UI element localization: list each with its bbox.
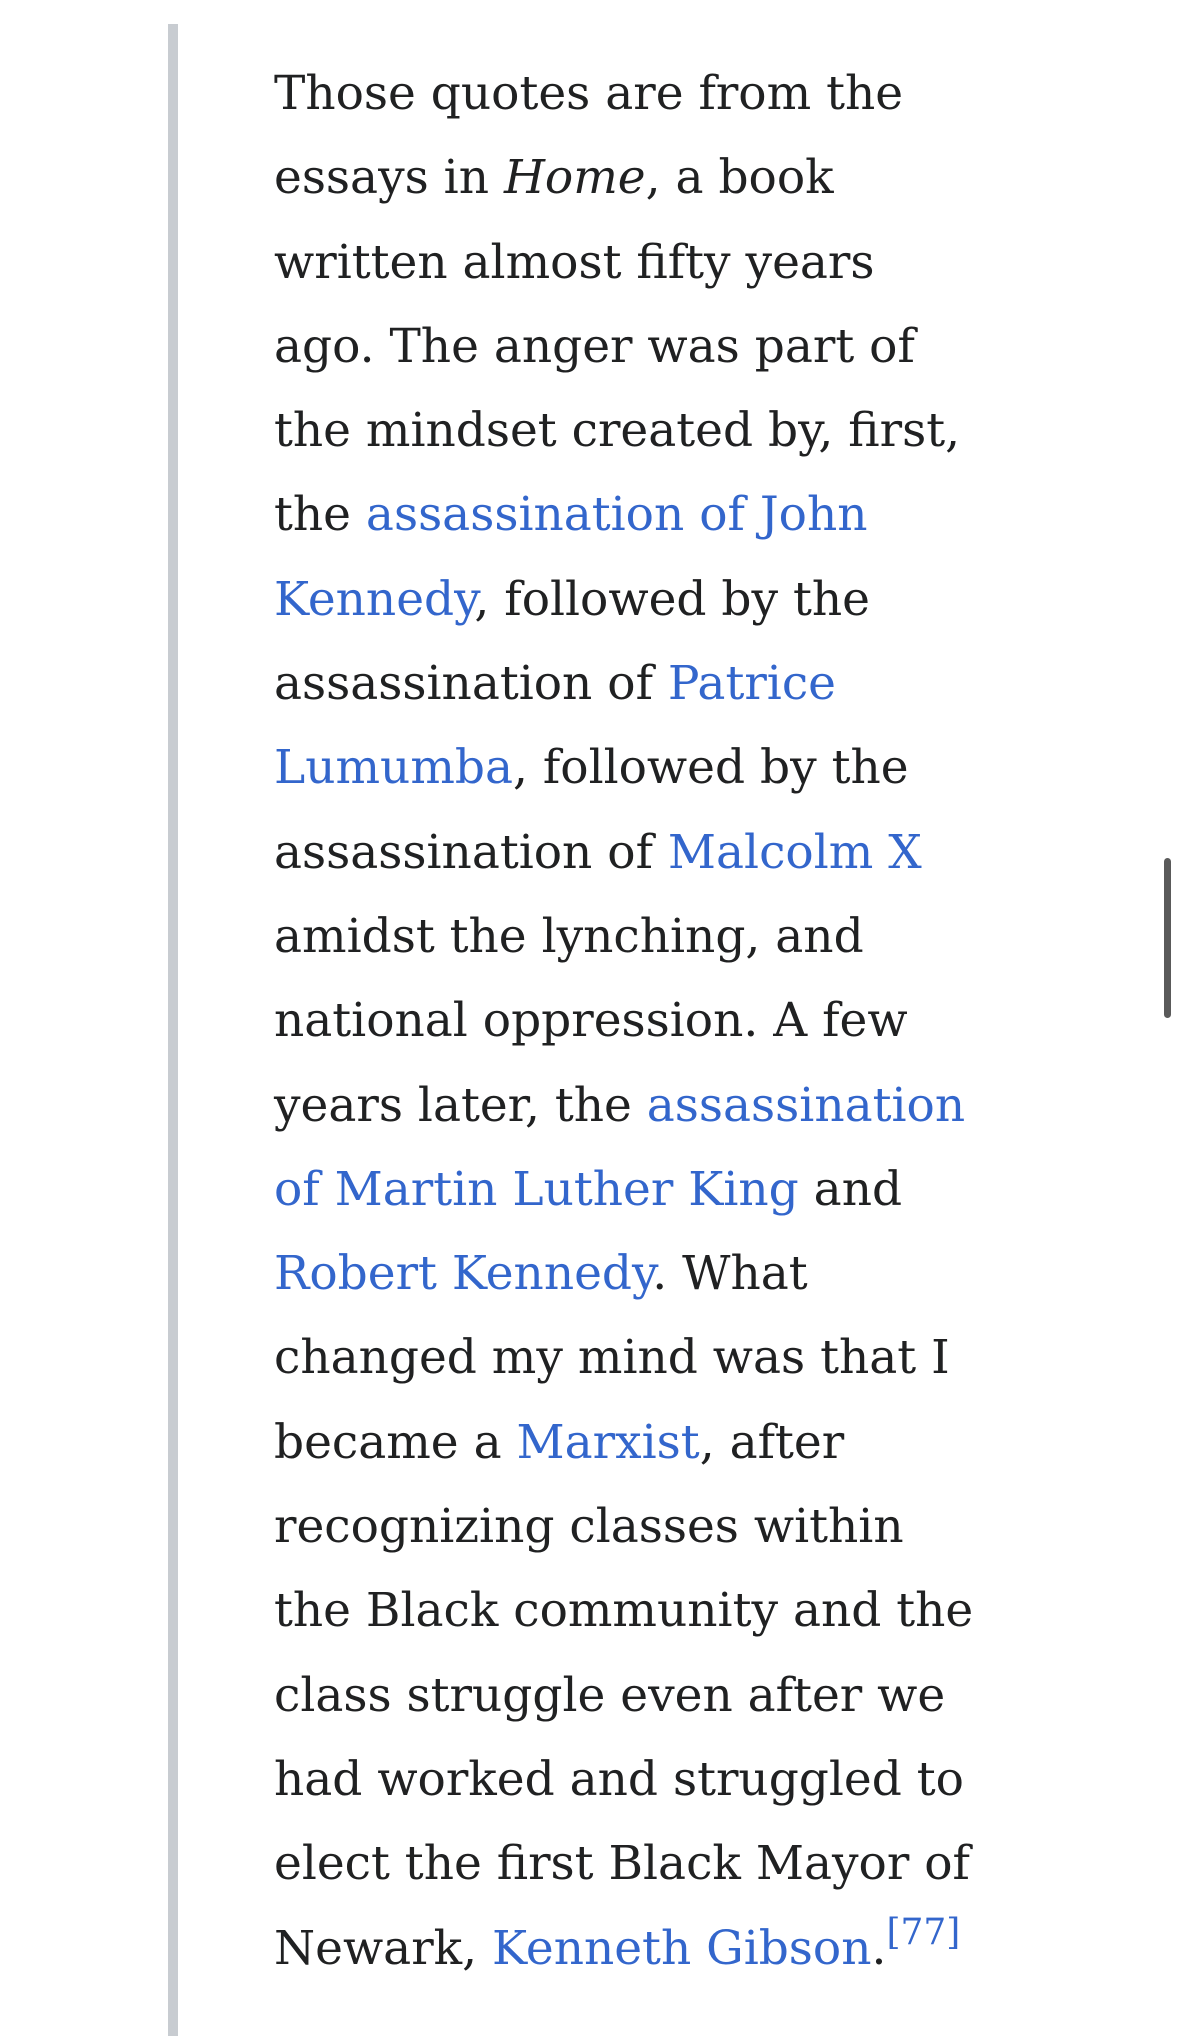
link-robert-kennedy[interactable]: Robert Kennedy [274, 1246, 653, 1302]
link-assassination-of-martin-luther-king[interactable]: assassination of Martin Luther King [274, 1077, 966, 1217]
quote-text-segment: amidst the lynching, and national oppression. A few years later, the [274, 908, 908, 1133]
citation-link-77[interactable]: [77] [886, 1911, 961, 1953]
link-marxist[interactable]: Marxist [516, 1414, 700, 1470]
blockquote-border [168, 24, 178, 2036]
quote-text-segment: , followed by the assassination of [274, 571, 870, 712]
quote-text-segment: , followed by the assassination of [274, 740, 909, 880]
link-assassination-of-john-kennedy[interactable]: assassination of John Kennedy [274, 487, 868, 627]
quote-text-segment: , a book written almost fifty years ago. The anger was part of the mindset created by, first, the [274, 150, 961, 543]
quote-text-segment: . [871, 1920, 887, 1976]
link-kenneth-gibson[interactable]: Kenneth Gibson [492, 1920, 872, 1976]
link-patrice-lumumba[interactable]: Patrice Lumumba [274, 656, 836, 796]
quote-text-segment: and [798, 1161, 903, 1217]
book-title: Home [503, 150, 646, 206]
quote-text-segment: , after recognizing classes within the Black community and the class struggle even after we had worked and struggled to elect the first Black Mayor of Newark, [274, 1414, 974, 1976]
scrollbar-thumb[interactable] [1164, 858, 1171, 1018]
quote-text-segment: . What changed my mind was that I became a [274, 1246, 950, 1470]
blockquote-text [274, 52, 974, 1991]
link-malcolm-x[interactable]: Malcolm X [667, 824, 922, 880]
quote-text-segment: Those quotes are from the essays in [274, 66, 904, 206]
